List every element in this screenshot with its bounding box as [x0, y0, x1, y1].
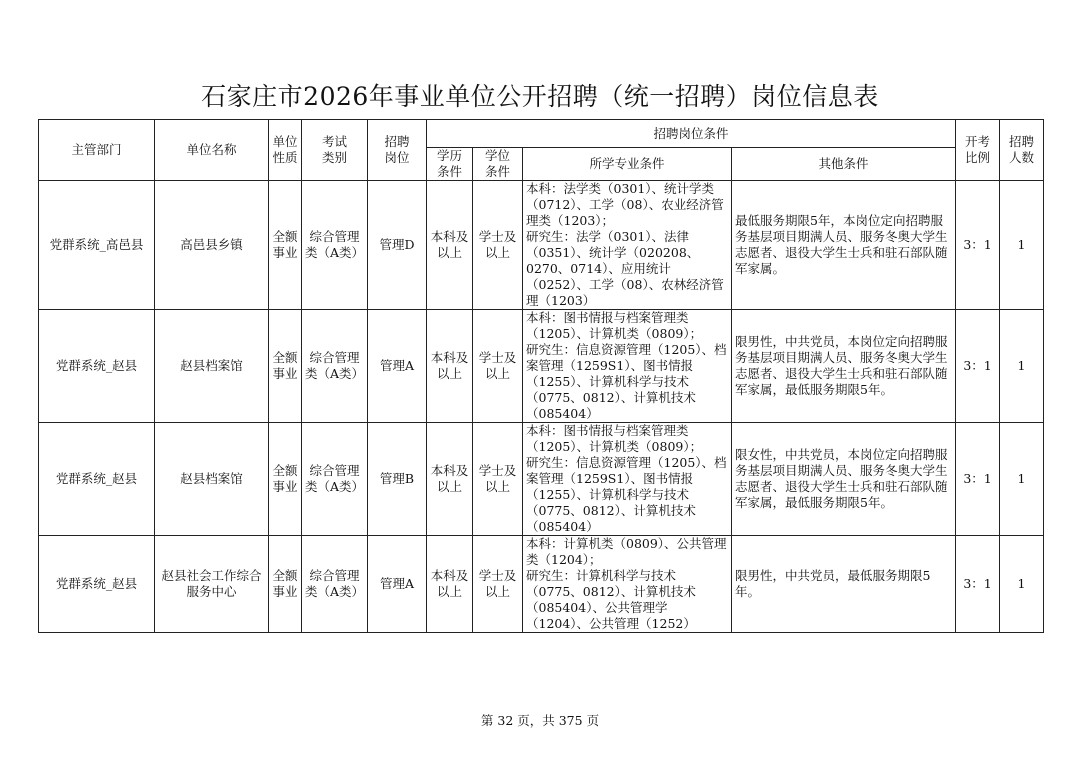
cell-exam: 综合管理 类（A类）	[302, 423, 368, 536]
cell-dept: 党群系统_高邑县	[39, 181, 155, 310]
table-row	[39, 423, 1044, 536]
header-count: 招聘 人数	[1000, 120, 1044, 181]
header-edu: 学历 条件	[427, 148, 473, 181]
header-exam: 考试 类别	[302, 120, 368, 181]
cell-post: 管理B	[368, 423, 427, 536]
cell-count: 1	[1000, 536, 1044, 633]
cell-edu: 本科及 以上	[427, 536, 473, 633]
header-post: 招聘 岗位	[368, 120, 427, 181]
cell-count: 1	[1000, 181, 1044, 310]
cell-degree: 学士及 以上	[473, 310, 523, 423]
cell-unit: 高邑县乡镇	[155, 181, 269, 310]
header-conditions: 招聘岗位条件	[427, 120, 956, 148]
cell-edu: 本科及 以上	[427, 181, 473, 310]
cell-post: 管理A	[368, 310, 427, 423]
table-row	[39, 310, 1044, 423]
cell-other: 限男性，中共党员，最低服务期限5年。	[732, 536, 956, 633]
cell-dept: 党群系统_赵县	[39, 310, 155, 423]
cell-edu: 本科及 以上	[427, 423, 473, 536]
cell-ratio: 3：1	[956, 423, 1000, 536]
cell-dept: 党群系统_赵县	[39, 423, 155, 536]
recruitment-table	[38, 119, 1044, 633]
header-other: 其他条件	[732, 148, 956, 181]
cell-other: 限男性，中共党员，本岗位定向招聘服务基层项目期满人员、服务冬奥大学生志愿者、退役大学生士兵和驻石部队随军家属，最低服务期限5年。	[732, 310, 956, 423]
cell-degree: 学士及 以上	[473, 536, 523, 633]
cell-post: 管理A	[368, 536, 427, 633]
page-title: 石家庄市2026年事业单位公开招聘（统一招聘）岗位信息表	[201, 82, 879, 111]
cell-degree: 学士及 以上	[473, 181, 523, 310]
cell-major: 本科：计算机类（0809）、公共管理类（1204）； 研究生：计算机科学与技术（0775、0812）、计算机技术（085404）、公共管理学（1204）、公共管理（1252）	[523, 536, 732, 633]
cell-exam: 综合管理 类（A类）	[302, 310, 368, 423]
cell-exam: 综合管理 类（A类）	[302, 181, 368, 310]
header-degree: 学位 条件	[473, 148, 523, 181]
cell-degree: 学士及 以上	[473, 423, 523, 536]
cell-exam: 综合管理 类（A类）	[302, 536, 368, 633]
header-unit: 单位名称	[155, 120, 269, 181]
cell-nature: 全额 事业	[269, 310, 302, 423]
cell-count: 1	[1000, 423, 1044, 536]
cell-nature: 全额 事业	[269, 181, 302, 310]
cell-ratio: 3：1	[956, 310, 1000, 423]
cell-other: 最低服务期限5年，本岗位定向招聘服务基层项目期满人员、服务冬奥大学生志愿者、退役大学生士兵和驻石部队随军家属。	[732, 181, 956, 310]
header-dept: 主管部门	[39, 120, 155, 181]
cell-major: 本科：图书情报与档案管理类（1205）、计算机类（0809）； 研究生：信息资源管理（1205）、档案管理（1259S1）、图书情报（1255）、计算机科学与技术（0775、0812）、计算机技术（085404）	[523, 310, 732, 423]
cell-ratio: 3：1	[956, 181, 1000, 310]
table-row	[39, 181, 1044, 310]
table-row	[39, 536, 1044, 633]
cell-major: 本科：法学类（0301）、统计学类（0712）、工学（08）、农业经济管理类（1203）； 研究生：法学（0301）、法律（0351）、统计学（020208、0270、0714）、应用统计（0252）、工学（08）、农林经济管理（1203）	[523, 181, 732, 310]
header-ratio: 开考 比例	[956, 120, 1000, 181]
page-footer: 第 32 页，共 375 页	[480, 713, 600, 728]
cell-dept: 党群系统_赵县	[39, 536, 155, 633]
cell-count: 1	[1000, 310, 1044, 423]
cell-nature: 全额 事业	[269, 536, 302, 633]
cell-major: 本科：图书情报与档案管理类（1205）、计算机类（0809）； 研究生：信息资源管理（1205）、档案管理（1259S1）、图书情报（1255）、计算机科学与技术（0775、0812）、计算机技术（085404）	[523, 423, 732, 536]
cell-unit: 赵县社会工作综合服务中心	[155, 536, 269, 633]
header-nature: 单位 性质	[269, 120, 302, 181]
cell-ratio: 3：1	[956, 536, 1000, 633]
cell-other: 限女性，中共党员，本岗位定向招聘服务基层项目期满人员、服务冬奥大学生志愿者、退役大学生士兵和驻石部队随军家属，最低服务期限5年。	[732, 423, 956, 536]
header-row-1	[39, 120, 1044, 148]
cell-edu: 本科及 以上	[427, 310, 473, 423]
cell-nature: 全额 事业	[269, 423, 302, 536]
cell-unit: 赵县档案馆	[155, 310, 269, 423]
cell-post: 管理D	[368, 181, 427, 310]
cell-unit: 赵县档案馆	[155, 423, 269, 536]
header-major: 所学专业条件	[523, 148, 732, 181]
